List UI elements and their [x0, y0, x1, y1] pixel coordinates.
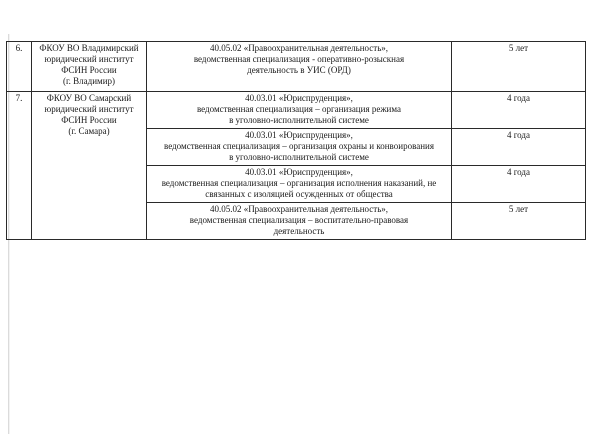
program-line: в уголовно-исполнительной системе — [229, 152, 369, 162]
program-line: 40.05.02 «Правоохранительная деятельность», — [209, 43, 389, 53]
program-cell — [147, 203, 452, 240]
program-line: 40.03.01 «Юриспруденция», — [245, 167, 353, 177]
term-cell: 4 года — [452, 92, 586, 129]
program-line: ведомственная специализация – организация исполнения наказаний, не — [161, 178, 437, 188]
program-cell — [147, 92, 452, 129]
institute-cell — [32, 92, 147, 240]
institute-line: (г. Владимир) — [62, 76, 116, 86]
term-cell: 5 лет — [452, 42, 586, 92]
table-row — [7, 92, 586, 129]
program-line: деятельность — [273, 226, 325, 236]
program-cell — [147, 42, 452, 92]
term-cell: 5 лет — [452, 203, 586, 240]
institute-line: ФКОУ ВО Самарский — [46, 93, 132, 103]
program-line: 40.03.01 «Юриспруденция», — [245, 93, 353, 103]
program-line: ведомственная специализация – воспитательно-правовая — [189, 215, 409, 225]
program-line: ведомственная специализация - оперативно-розыскная — [193, 54, 405, 64]
institute-line: юридический институт — [44, 54, 134, 64]
institute-line: (г. Самара) — [68, 126, 110, 136]
row-number: 6. — [7, 42, 32, 92]
institute-line: юридический институт — [44, 104, 134, 114]
program-cell — [147, 166, 452, 203]
term-cell: 4 года — [452, 129, 586, 166]
program-line: в уголовно-исполнительной системе — [229, 115, 369, 125]
institute-line: ФКОУ ВО Владимирский — [39, 43, 139, 53]
term-cell: 4 года — [452, 166, 586, 203]
program-line: ведомственная специализация – организация режима — [196, 104, 401, 114]
institute-line: ФСИН России — [61, 65, 117, 75]
program-line: деятельность в УИС (ОРД) — [247, 65, 351, 75]
institute-cell — [32, 42, 147, 92]
program-cell — [147, 129, 452, 166]
table-row — [7, 42, 586, 92]
program-line: 40.03.01 «Юриспруденция», — [245, 130, 353, 140]
program-line: 40.05.02 «Правоохранительная деятельность», — [209, 204, 389, 214]
row-number: 7. — [7, 92, 32, 240]
institute-line: ФСИН России — [61, 115, 117, 125]
program-line: ведомственная специализация – организация охраны и конвоирования — [164, 141, 434, 151]
institutes-table — [6, 41, 586, 240]
program-line: связанных с изоляцией осужденных от общества — [205, 189, 393, 199]
